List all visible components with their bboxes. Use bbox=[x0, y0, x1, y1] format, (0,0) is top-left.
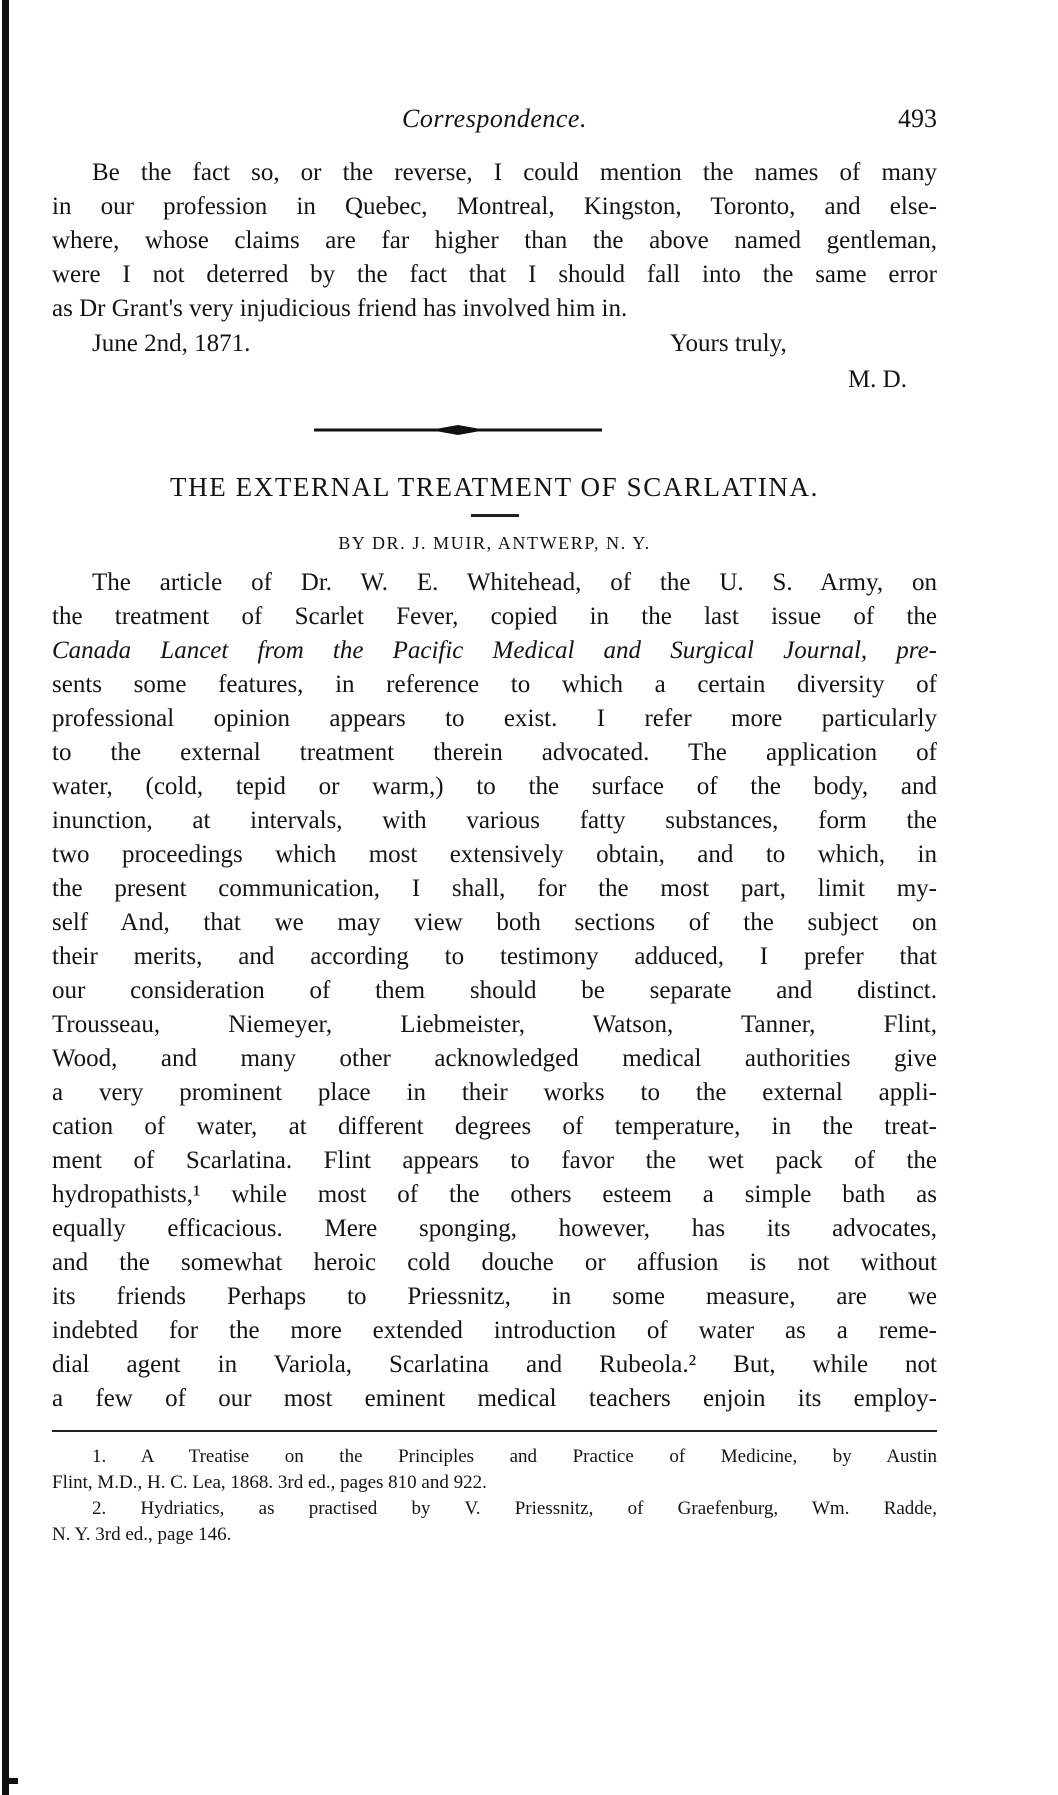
article-line: and the somewhat heroic cold douche or affusion is not without bbox=[52, 1249, 937, 1276]
letter-line: in our profession in Quebec, Montreal, Kingston, Toronto, and else- bbox=[52, 193, 937, 220]
letter-date-line bbox=[52, 326, 937, 362]
letter-line: where, whose claims are far higher than the above named gentleman, bbox=[52, 227, 937, 254]
article-body bbox=[52, 566, 937, 1416]
footnote-line: 2. Hydriatics, as practised by V. Priessnitz, of Graefenburg, Wm. Radde, bbox=[92, 1498, 937, 1519]
running-title: Correspondence. bbox=[402, 104, 587, 133]
letter-signature: M. D. bbox=[847, 366, 907, 393]
title-rule bbox=[471, 514, 519, 517]
article-line: Canada Lancet from the Pacific Medical and Surgical Journal, pre- bbox=[52, 637, 937, 664]
article-title: THE EXTERNAL TREATMENT OF SCARLATINA. bbox=[170, 472, 819, 502]
article-line: our consideration of them should be separate and distinct. bbox=[52, 977, 937, 1004]
page-edge-tick bbox=[8, 1778, 18, 1784]
letter-signature-line bbox=[52, 362, 937, 402]
article-line: The article of Dr. W. E. Whitehead, of the U. S. Army, on bbox=[92, 569, 937, 596]
article-line: dial agent in Variola, Scarlatina and Rubeola.² But, while not bbox=[52, 1351, 937, 1378]
letter-line: were I not deterred by the fact that I should fall into the same error bbox=[52, 261, 937, 288]
page-edge-rule bbox=[2, 0, 9, 1795]
letter-date: June 2nd, 1871. bbox=[92, 330, 251, 357]
article-line: professional opinion appears to exist. I refer more particularly bbox=[52, 705, 937, 732]
article-line: the treatment of Scarlet Fever, copied in the last issue of the bbox=[52, 603, 937, 630]
book-page bbox=[52, 96, 937, 1548]
footnote-line: Flint, M.D., H. C. Lea, 1868. 3rd ed., pages 810 and 922. bbox=[52, 1472, 487, 1493]
article-line: their merits, and according to testimony adduced, I prefer that bbox=[52, 943, 937, 970]
footnote-line: N. Y. 3rd ed., page 146. bbox=[52, 1524, 232, 1545]
footnotes bbox=[52, 1444, 937, 1548]
article-line: the present communication, I shall, for the most part, limit my- bbox=[52, 875, 937, 902]
article-line: equally efficacious. Mere sponging, however, has its advocates, bbox=[52, 1215, 937, 1242]
footnote-line: 1. A Treatise on the Principles and Practice of Medicine, by Austin bbox=[92, 1446, 937, 1467]
section-divider bbox=[52, 402, 937, 468]
article-line: two proceedings which most extensively obtain, and to which, in bbox=[52, 841, 937, 868]
article-line: Trousseau, Niemeyer, Liebmeister, Watson, Tanner, Flint, bbox=[52, 1011, 937, 1038]
article-line: to the external treatment therein advocated. The application of bbox=[52, 739, 937, 766]
footnote-rule bbox=[52, 1430, 937, 1432]
letter-body bbox=[52, 156, 937, 326]
letter-line: as Dr Grant's very injudicious friend has involved him in. bbox=[52, 295, 628, 322]
article-line: inunction, at intervals, with various fatty substances, form the bbox=[52, 807, 937, 834]
article-line: sents some features, in reference to which a certain diversity of bbox=[52, 671, 937, 698]
article-line: its friends Perhaps to Priessnitz, in some measure, are we bbox=[52, 1283, 937, 1310]
page-number: 493 bbox=[898, 104, 937, 133]
article-line: hydropathists,¹ while most of the others esteem a simple bath as bbox=[52, 1181, 937, 1208]
running-head bbox=[52, 96, 937, 156]
article-line: self And, that we may view both sections of the subject on bbox=[52, 909, 937, 936]
article-line: Wood, and many other acknowledged medical authorities give bbox=[52, 1045, 937, 1072]
letter-line: Be the fact so, or the reverse, I could mention the names of many bbox=[92, 159, 937, 186]
ornamental-rule-icon bbox=[310, 424, 606, 436]
article-line: a very prominent place in their works to the external appli- bbox=[52, 1079, 937, 1106]
article-byline: BY DR. J. MUIR, ANTWERP, N. Y. bbox=[338, 533, 651, 553]
article-line: water, (cold, tepid or warm,) to the surface of the body, and bbox=[52, 773, 937, 800]
article-line: indebted for the more extended introduction of water as a reme- bbox=[52, 1317, 937, 1344]
article-line: cation of water, at different degrees of temperature, in the treat- bbox=[52, 1113, 937, 1140]
article-line: ment of Scarlatina. Flint appears to favor the wet pack of the bbox=[52, 1147, 937, 1174]
letter-closing: Yours truly, bbox=[670, 330, 787, 357]
article-line: a few of our most eminent medical teachers enjoin its employ- bbox=[52, 1385, 937, 1412]
